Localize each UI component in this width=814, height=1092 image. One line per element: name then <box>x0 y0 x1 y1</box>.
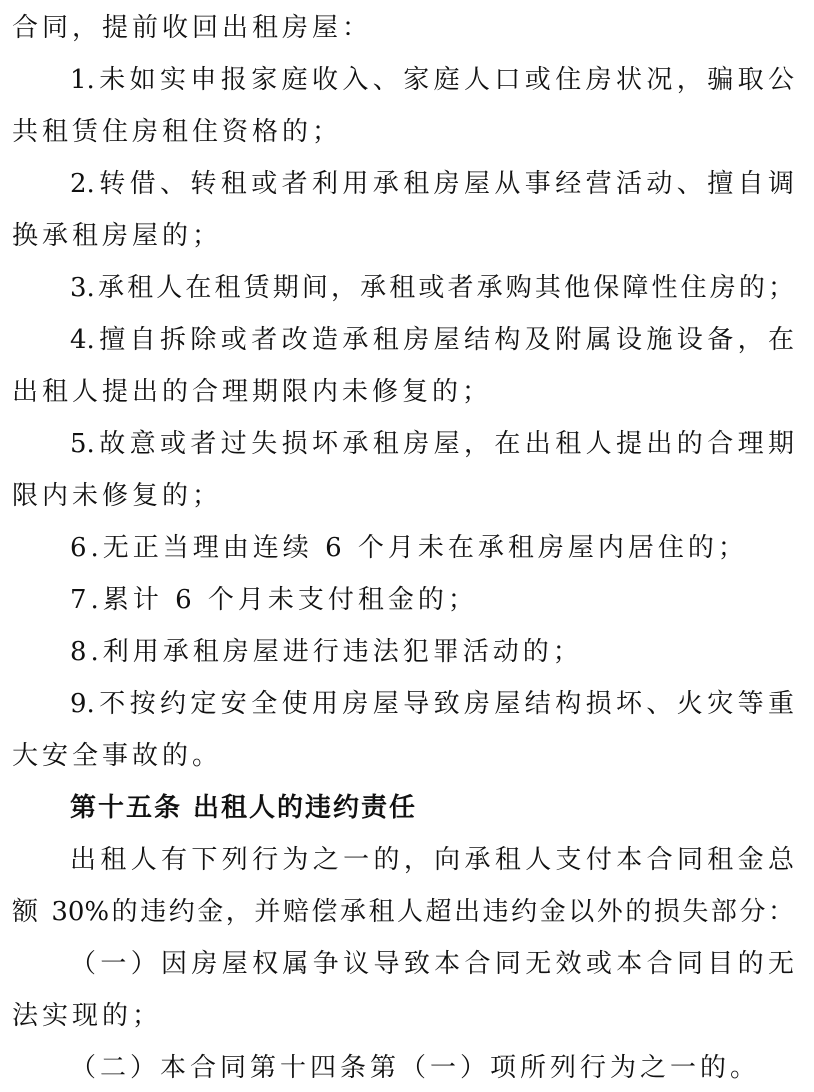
text-line: 出租人提出的合理期限内未修复的； <box>12 377 493 407</box>
list-item-5: 5.故意或者过失损坏承租房屋，在出租人提出的合理期 <box>70 429 794 459</box>
list-item-9: 9.不按约定安全使用房屋导致房屋结构损坏、火灾等重 <box>70 689 794 719</box>
text-line: 限内未修复的； <box>12 481 223 511</box>
text-line: 合同，提前收回出租房屋： <box>12 13 373 43</box>
list-item-8: 8.利用承租房屋进行违法犯罪活动的； <box>70 637 583 667</box>
list-item-3: 3.承租人在租赁期间，承租或者承购其他保障性住房的； <box>70 273 794 303</box>
paragraph-line: 出租人有下列行为之一的，向承租人支付本合同租金总 <box>70 845 794 875</box>
list-item-1: 1.未如实申报家庭收入、家庭人口或住房状况，骗取公 <box>70 65 794 95</box>
section-heading: 第十五条 出租人的违约责任 <box>70 793 418 823</box>
list-item-2: 2.转借、转租或者利用承租房屋从事经营活动、擅自调 <box>70 169 794 199</box>
text-line: 大安全事故的。 <box>12 741 223 771</box>
paragraph-line: 额 30%的违约金，并赔偿承租人超出违约金以外的损失部分： <box>12 897 794 927</box>
list-item-6: 6.无正当理由连续 6 个月未在承租房屋内居住的； <box>70 533 748 563</box>
clause-item-2: （二）本合同第十四条第（一）项所列行为之一的。 <box>70 1053 761 1083</box>
list-item-7: 7.累计 6 个月未支付租金的； <box>70 585 478 615</box>
text-line: 共租赁住房租住资格的； <box>12 117 343 147</box>
text-line: 换承租房屋的； <box>12 221 223 251</box>
text-line: 法实现的； <box>12 1001 163 1031</box>
clause-item-1: （一）因房屋权属争议导致本合同无效或本合同目的无 <box>70 949 794 979</box>
list-item-4: 4.擅自拆除或者改造承租房屋结构及附属设施设备，在 <box>70 325 794 355</box>
